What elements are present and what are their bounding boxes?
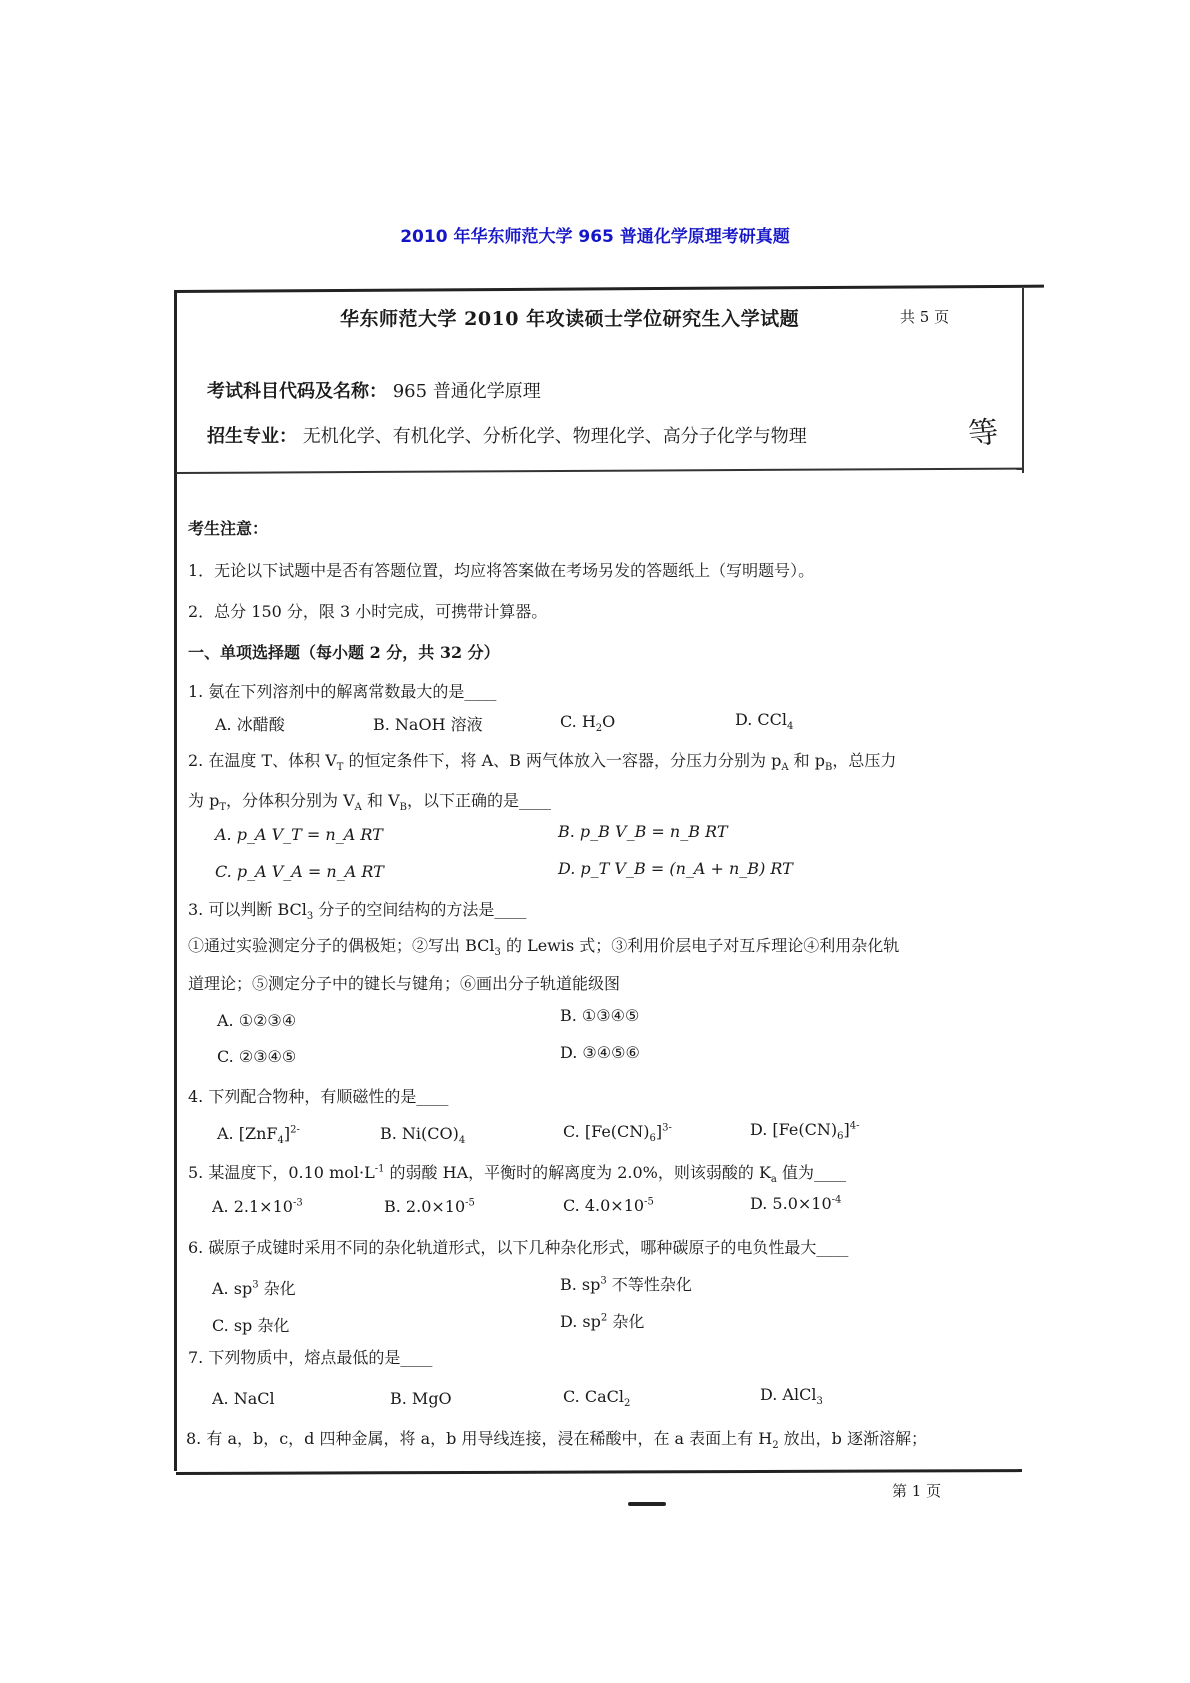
- question-2-stem-line1: 2. 在温度 T、体积 $V_T$ 的恒定条件下，将 A、B 两气体放入一容器，分压力分别为 $p_A$ 和 $p_B$，总压力: [188, 751, 897, 774]
- question-5-stem: 5. 某温度下，0.10 $mol\cdot L^{-1}$ 的弱酸 HA，平衡时的解离度为 2.0%，则该弱酸的 $K_a$ 值为____: [188, 1163, 846, 1186]
- question-1-stem: 1. 氨在下列溶剂中的解离常数最大的是____: [188, 682, 497, 701]
- section-heading: 一、单项选择题（每小题 2 分，共 32 分）: [188, 643, 500, 662]
- question-3-stem: 3. 可以判断 BCl$_3$ 分子的空间结构的方法是____: [188, 900, 527, 923]
- major-label: 招生专业：: [207, 426, 297, 447]
- question-6-stem: 6. 碳原子成键时采用不同的杂化轨道形式，以下几种杂化形式，哪种碳原子的电负性最大____: [188, 1238, 849, 1257]
- question-3-methods-line1: ①通过实验测定分子的偶极矩；②写出 BCl$_3$ 的 Lewis 式；③利用价层电子对互斥理论④利用杂化轨: [188, 936, 900, 959]
- document-title: 2010 年华东师范大学 965 普通化学原理考研真题: [400, 227, 790, 247]
- question-8-stem: 8. 有 a，b，c，d 四种金属，将 a，b 用导线连接，浸在稀酸中，在 a 表面上有 $H_2$ 放出，b 逐渐溶解；: [186, 1429, 928, 1452]
- q6-option-a: A. $sp^3$ 杂化: [212, 1279, 296, 1298]
- q2-option-a: A. p_A V_T = n_A RT: [215, 825, 383, 844]
- q1-option-a: A. 冰醋酸: [215, 715, 285, 734]
- q6-option-d: D. $sp^2$ 杂化: [560, 1312, 645, 1331]
- question-4-stem: 4. 下列配合物种，有顺磁性的是____: [188, 1087, 449, 1106]
- q1-option-c: C. $H_2O$: [560, 712, 616, 735]
- q2-option-c: C. p_A V_A = n_A RT: [215, 862, 384, 881]
- subject-value: 965 普通化学原理: [392, 381, 541, 402]
- major-line: [207, 422, 807, 448]
- notice-heading: 考生注意：: [188, 519, 269, 538]
- q4-option-a: A. $[ZnF_4]^{2-}$: [217, 1124, 300, 1147]
- subject-line: [207, 377, 541, 403]
- q5-option-d: D. $5.0\times 10^{-4}$: [750, 1194, 842, 1213]
- header-divider: [176, 468, 1022, 474]
- q5-option-b: B. $2.0\times 10^{-5}$: [384, 1197, 475, 1216]
- major-value: 无机化学、有机化学、分析化学、物理化学、高分子化学与物理: [302, 426, 807, 447]
- notice-item: 1．无论以下试题中是否有答题位置，均应将答案做在考场另发的答题纸上（写明题号）。: [188, 561, 815, 580]
- q3-option-d: D. ③④⑤⑥: [560, 1043, 640, 1062]
- notice-item: 2．总分 150 分，限 3 小时完成，可携带计算器。: [188, 602, 548, 621]
- q5-option-c: C. $4.0\times 10^{-5}$: [563, 1196, 654, 1215]
- q2-option-b: B. p_B V_B = n_B RT: [558, 822, 728, 841]
- page-number: 第 1 页: [892, 1482, 942, 1500]
- pages-total: 共 5 页: [900, 308, 950, 326]
- handwritten-mark: 等: [966, 414, 1001, 453]
- q3-option-b: B. ①③④⑤: [560, 1006, 640, 1025]
- question-7-stem: 7. 下列物质中，熔点最低的是____: [188, 1348, 433, 1367]
- frame-border-right: [1022, 288, 1024, 473]
- q3-option-c: C. ②③④⑤: [217, 1047, 297, 1066]
- q7-option-d: D. AlCl$_3$: [760, 1385, 823, 1408]
- footer-mark: [628, 1502, 666, 1506]
- q7-option-b: B. MgO: [390, 1389, 452, 1408]
- frame-border-bottom: [176, 1469, 1022, 1475]
- subject-label: 考试科目代码及名称：: [207, 381, 387, 402]
- q6-option-c: C. sp 杂化: [212, 1316, 290, 1335]
- q3-option-a: A. ①②③④: [217, 1011, 297, 1030]
- q7-option-a: A. NaCl: [212, 1389, 275, 1408]
- q5-option-a: A. $2.1\times 10^{-3}$: [212, 1197, 303, 1216]
- frame-border-left: [174, 293, 177, 1471]
- frame-border-top: [174, 285, 1044, 293]
- q4-option-c: C. $[Fe(CN)_6]^{3-}$: [563, 1122, 672, 1145]
- q6-option-b: B. $sp^3$ 不等性杂化: [560, 1275, 692, 1294]
- q1-option-b: B. NaOH 溶液: [373, 715, 483, 734]
- q2-option-d: D. p_T V_B = (n_A + n_B) RT: [558, 859, 793, 878]
- q7-option-c: C. CaCl$_2$: [563, 1387, 631, 1410]
- question-2-stem-line2: 为 $p_T$，分体积分别为 $V_A$ 和 $V_B$，以下正确的是____: [188, 791, 552, 814]
- q1-option-d: D. CCl$_4$: [735, 710, 794, 733]
- q4-option-b: B. $Ni(CO)_4$: [380, 1124, 466, 1147]
- exam-title: 华东师范大学 2010 年攻读硕士学位研究生入学试题: [340, 308, 800, 330]
- q4-option-d: D. $[Fe(CN)_6]^{4-}$: [750, 1120, 860, 1143]
- question-3-methods-line2: 道理论；⑤测定分子中的键长与键角；⑥画出分子轨道能级图: [188, 974, 621, 993]
